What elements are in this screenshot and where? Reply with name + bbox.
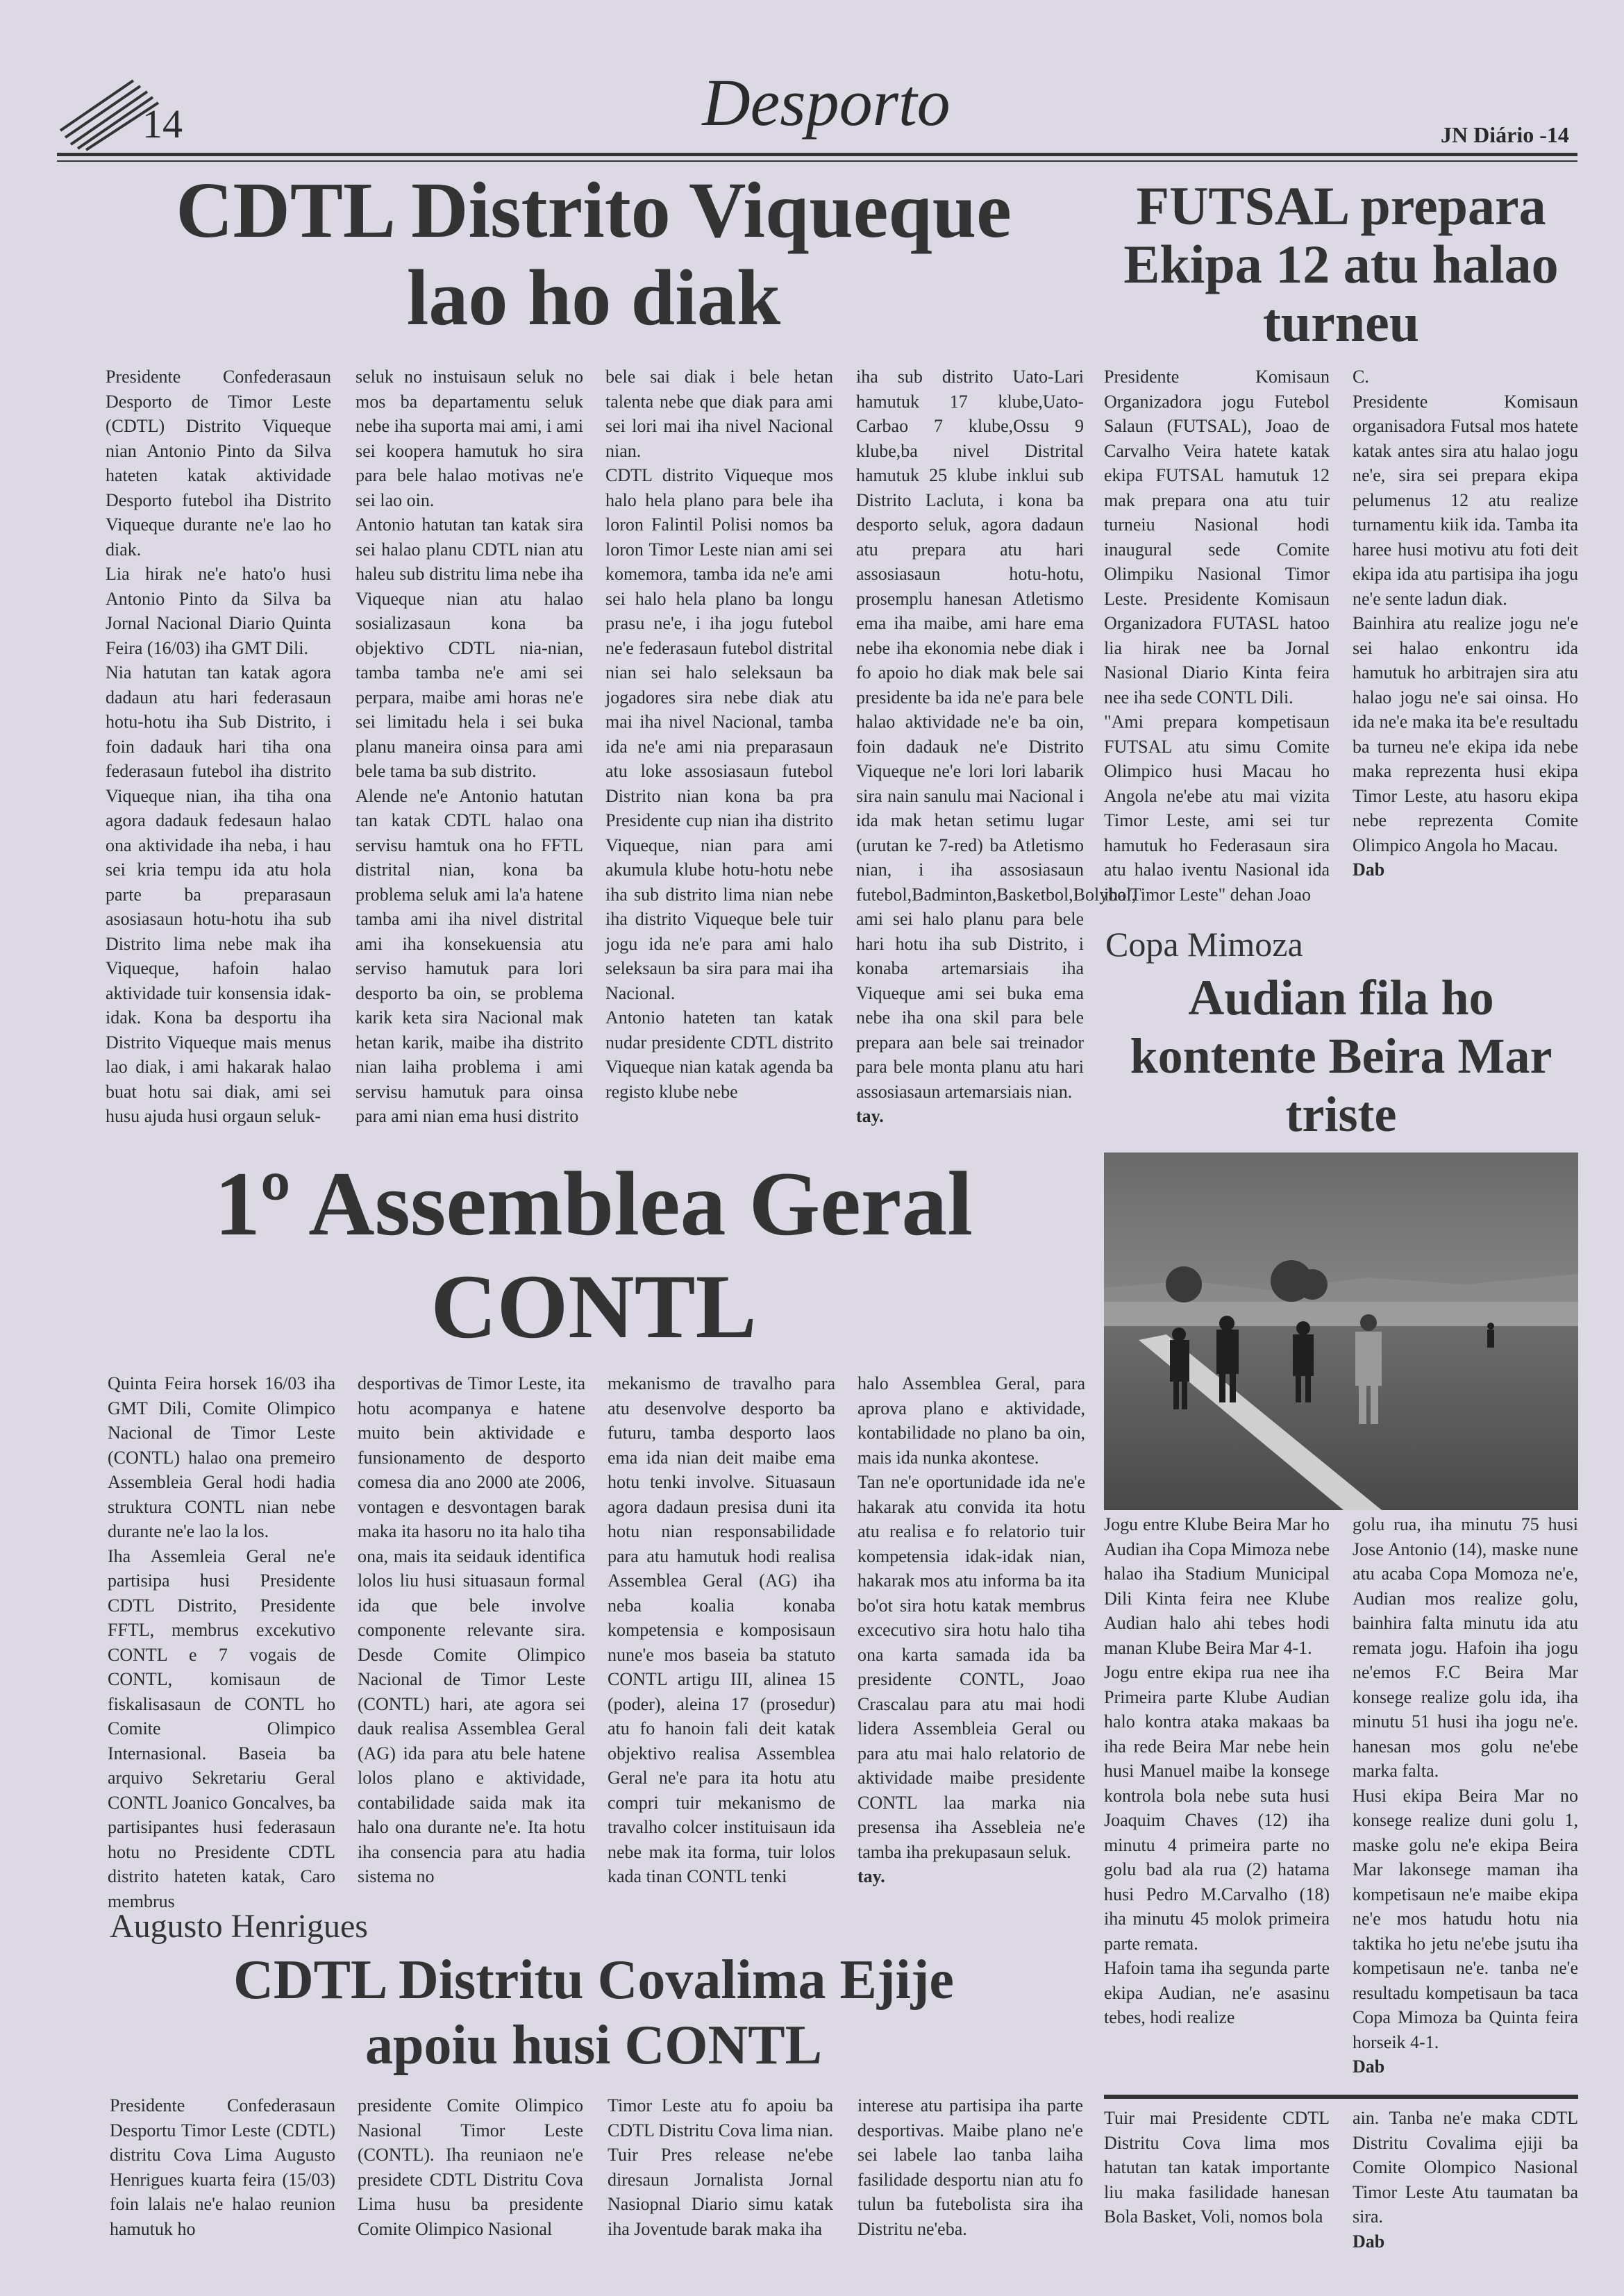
article2-headline: FUTSAL prepara Ekipa 12 atu halao turneu xyxy=(1123,176,1559,353)
article4-headline: 1º Assemblea Geral CONTL xyxy=(214,1153,973,1357)
column-paragraph: mekanismo de travalho para atu desenvolve desporto ba futuru, tamba desporto laos ema ida nian deit maibe ema hotu tenki involve. Situasaun agora dadaun presisa duni ita hotu nian responsabilidade para atu hamutuk hodi realisa Assemblea Geral (AG) iha neba koalia konaba kompetensia e komposisaun nune'e mos baseia ba statuto CONTL artigu III, alinea 15 (poder), aleina 17 (prosedur) atu fo hanoin fali deit katak objektivo realisa Assemblea Geral ne'e para ita hotu atu compri tuir mekanismo de travalho colcer instituisaun ida nebe mak ita forma, tuir lolos kada tinan CONTL tenki xyxy=(608,1373,835,1886)
article5-col-3 xyxy=(608,2093,833,2239)
column-paragraph: Tuir mai Presidente CDTL Distritu Cova lima mos hatutan tan katak importante liu maka fasilidade hanesan Bola Basket, Voli, nomos bola xyxy=(1104,2108,1330,2227)
column-paragraph: iha sub distrito Uato-Lari hamutuk 17 klube,Uato-Carbao 7 klube,Ossu 9 klube,ba nivel Distrital hamutuk 25 klube inklui sub Distrito Lacluta, i kona ba desporto seluk, agora dadaun atu prepara atu hari assosiasaun hotu-hotu, prosemplu hanesan Atletismo ema iha maibe, ami hare ema nebe iha ekonomia nebe diak i fo apoio ho diak mak bele sai presidente ba ida ne'e para bele halao aktividade ne'e ba oin, foin dadauk ne'e Distrito Viqueque ne'e lori lori labarik sira nain sanulu mai Nacional i ida mak hetan setimu lugar (urutan ke 7-red) ba Atletismo nian, i iha assosiasaun futebol,Badminton,Basketbol,Bolybol, ami sei halo planu para bele hari hotu iha sub Distrito, i konaba artemarsiais iha Viqueque ami sei buka ema nebe iha ona skil para bele prepara aan bele sai treinador para bele monta planu atu hari assosiasaun artemarsiais nian. xyxy=(856,367,1136,1102)
article2-col-2 xyxy=(1353,364,1578,927)
column-paragraph: Husi ekipa Beira Mar no konsege realize duni golu 1, maske golu ne'e ekipa Beira Mar lakonsege maman iha kompetisaun ne'e maibe ekipa ne'e mos hatudu hotu nia taktika ho jetu ne'ebe jsutu iha kompetisaun ne'e. tanba ne'e resultadu kompetisaun ba taca Copa Mimoza ba Quinta feira horseik 4-1. xyxy=(1353,1785,1578,2052)
column-paragraph: Jogu entre ekipa rua nee iha Primeira parte Klube Audian halo kontra ataka makaas ba iha rede Beira Mar nebe hein husi Manuel maibe la konsege kontrola bola nebe suta husi Joaquim Chaves (12) iha minutu 4 primeira parte no golu bad ala rua (2) hatama husi Pedro M.Carvalho (18) iha minutu 45 molok primeira parte remata. xyxy=(1104,1662,1330,1954)
article5-col-2 xyxy=(358,2093,583,2239)
column-paragraph: Presidente Confederasaun Desporto de Timor Leste (CDTL) Distrito Viqueque nian Antonio Pinto da Silva hateten katak aktividade Desporto futebol iha Distrito Viqueque durante ne'e lao ho diak. xyxy=(106,367,331,560)
page-number: 14 xyxy=(142,101,183,146)
column-paragraph: Tan ne'e oportunidade ida ne'e hakarak atu convida ita hotu atu realisa e fo relatorio tuir kompetensia idak-idak nian, hakarak mos atu informa ba ita bo'ot sira hotu katak membrus excecutivo sira hotu halo tiha ona karta samada ida ba presidente CONTL, Joao Crascalau para atu mai hodi lidera Assembleia Geral ou para atu mai halo relatorio de aktividade maibe presidente CONTL laa marka nia presensa iha Assebleia ne'e tamba iha prekupasaun seluk. xyxy=(857,1472,1085,1862)
article3-kicker: Copa Mimoza xyxy=(1105,925,1303,964)
column-paragraph: bele sai diak i bele hetan talenta nebe que diak para ami sei lori mai iha nivel Nacional nian. xyxy=(605,367,833,461)
article1-col-4 xyxy=(856,364,1136,1149)
article5-col-6 xyxy=(1353,2106,1578,2252)
column-paragraph: Dab xyxy=(1353,860,1385,880)
article5-col-4 xyxy=(857,2093,1083,2239)
article1-col-3 xyxy=(605,364,833,1149)
section-title: Desporto xyxy=(702,65,951,140)
column-paragraph: seluk no instuisaun seluk no mos ba departamentu seluk nebe iha suporta mai ami, i ami sei koopera hamutuk ho sira para bele halao motivas ne'e sei lao oin. xyxy=(355,367,583,510)
header-rule-thin xyxy=(57,160,1577,162)
column-paragraph: Quinta Feira horsek 16/03 iha GMT Dili, Comite Olimpico Nacional de Timor Leste (CONTL) halao ona premeiro Assembleia Geral hodi hadia struktura CONTL nian nebe durante ne'e lao la los. xyxy=(108,1373,335,1541)
column-paragraph: Antonio hateten tan katak nudar presidente CDTL distrito Viqueque nian katak agenda ba registo klube nebe xyxy=(605,1007,833,1102)
column-paragraph: C. xyxy=(1353,367,1369,387)
article1-col-2 xyxy=(355,364,583,1149)
column-paragraph: tay. xyxy=(856,1106,884,1126)
column-paragraph: Nia hatutan tan katak agora dadaun atu hari federasaun hotu-hotu iha Sub Distrito, i foin dadauk hari tiha ona federasaun futebol iha distrito Viqueque nian, iha tiha ona agora dadauk fedesaun halao ona aktividade iha neba, i hau sei kria tempu ida atu hola parte ba preparasaun asosiasaun hotu-hotu iha sub Distrito lima nebe mak iha Viqueque, hafoin halao aktividade tuir konsensia idak-idak. Kona ba desportu iha Distrito Viqueque mais menus lao diak, i ami hakarak halao buat hotu sai diak, ami sei husu ajuda husi orgaun seluk- xyxy=(106,662,331,1126)
header-rule xyxy=(57,153,1577,156)
column-paragraph: Presidente Komisaun organisadora Futsal mos hatete katak antes sira atu halao jogu ne'e, sira sei prepara ekipa pelumenus 12 atu realize turnamentu kiik ida. Tamba ita haree husi motivu atu foti deit ekipa ida atu partisipa iha jogu ne'e sente ladun diak. xyxy=(1353,391,1578,609)
sidebar-divider-rule xyxy=(1104,2095,1578,2099)
column-paragraph: Presidente Confederasaun Desportu Timor Leste (CDTL) distritu Cova Lima Augusto Henrigues kuarta feira (15/03) foin lalais ne'e halao reunion hamutuk ho xyxy=(110,2095,335,2239)
column-paragraph: interese atu partisipa iha parte desportivas. Maibe plano ne'e sei labele lao tanba laiha fasilidade desportu nian atu fo tulun ba futebolista sira iha Distritu ne'eba. xyxy=(857,2095,1083,2239)
column-paragraph: Timor Leste atu fo apoiu ba CDTL Distritu Cova lima nian. Tuir Pres release ne'ebe diresaun Jornalista Jornal Nasiopnal Diario simu katak iha Joventude barak maka iha xyxy=(608,2095,833,2239)
football-match-photo xyxy=(1104,1153,1578,1510)
column-paragraph: Alende ne'e Antonio hatutan tan katak CDTL halao ona servisu hamtuk ona ho FFTL distrital nian, kona ba problema seluk ami la'a hatene tamba ami iha nivel distrital ami iha konsekuensia atu serviso hamutuk para lori desporto ba oin, se problema karik keta sira Nacional mak hetan karik, maibe iha distrito nian laiha problema i ami servisu hamutuk para oinsa para ami nian ema husi distrito xyxy=(355,785,583,1126)
article5-kicker: Augusto Henrigues xyxy=(110,1908,368,1945)
column-paragraph: Hafoin tama iha segunda parte ekipa Audian, ne'e asasinu tebes, hodi realize xyxy=(1104,1958,1330,2027)
article4-col-1 xyxy=(108,1371,335,1911)
column-paragraph: "Ami prepara kompetisaun FUTSAL atu simu Comite Olimpico husi Macau ho Angola ne'ebe atu mai vizita Timor Leste, ami sei tur hamutuk ho Federasaun sira atu halao iventu Nasional ida iha Timor Leste" dehan Joao xyxy=(1104,712,1330,905)
article2-col-1 xyxy=(1104,364,1330,927)
column-paragraph: golu rua, iha minutu 75 husi Jose Antonio (14), maske nune atu acaba Copa Momoza ne'e, Audian mos realize golu, bainhira falta minutu ida atu remata jogu. Hafoin iha jogu ne'emos F.C Beira Mar konsege realize golu ida, iha minutu 51 husi iha jogu ne'e. hanesan mos golu ne'ebe marka falta. xyxy=(1353,1514,1578,1781)
column-paragraph: presidente Comite Olimpico Nasional Timor Leste (CONTL). Iha reuniaon ne'e presidete CDTL Distritu Cova Lima husu ba presidente Comite Olimpico Nasional xyxy=(358,2095,583,2239)
column-paragraph: CDTL distrito Viqueque mos halo hela plano para bele iha loron Falintil Polisi nomos ba loron Timor Leste nian ami sei komemora, tamba ida ne'e ami sei halo hela plano ba longu prasu ne'e, i iha jogu futebol ne'e federasaun futebol distrital nian sei halo seleksaun ba jogadores sira nebe diak atu mai iha nivel Nacional, tamba ida ne'e ami nia preparasaun atu loke assosiasaun futebol Distrito nian kona ba pra Presidente cup nian iha distrito Viqueque, nian para ami akumula klube hotu-hotu nebe iha sub distrito lima nian nebe iha distrito Viqueque bele tuir jogu ida ne'e para ami halo seleksaun ba sira para mai iha Nacional. xyxy=(605,465,833,1003)
running-head: JN Diário -14 xyxy=(1441,122,1569,147)
article1-headline: CDTL Distrito Viqueque lao ho diak xyxy=(176,166,1012,342)
article5-col-5 xyxy=(1104,2106,1330,2227)
article5-col-1 xyxy=(110,2093,335,2239)
column-paragraph: Bainhira atu realize jogu ne'e sei halao enkontru ida hamutuk ho arbitrajen sira atu halao jogu ne'e sai oinsa. Ho ida ne'e maka ita be'e resultadu ba turneu ne'e ekipa ida nebe maka reprezenta husi ekipa Timor Leste, atu hasoru ekipa nebe reprezenta Comite Olimpico Angola ho Macau. xyxy=(1353,613,1578,855)
column-paragraph: ain. Tanba ne'e maka CDTL Distritu Covalima ejiji ba Comite Olompico Nasional Timor Leste Atu taumatan ba sira. xyxy=(1353,2108,1578,2227)
column-paragraph: desportivas de Timor Leste, ita hotu acompanya e hatene muito bein aktividade e funsionamento de desporto comesa dia ano 2000 ate 2006, vontagen e desvontagen barak maka ita hasoru no ita halo tiha ona, mais ita seidauk identifica lolos liu husi situasaun formal ida que bele involve componente relevante sira. Desde Comite Olimpico Nacional de Timor Leste (CONTL) hari, ate agora sei dauk realisa Assemblea Geral (AG) ida para atu bele hatene lolos plano e aktividade, contabilidade saida mak ita halo ona durante ne'e. Ita hotu iha consencia para atu hadia sistema no xyxy=(358,1373,585,1886)
column-paragraph: Dab xyxy=(1353,2231,1385,2252)
article5-headline: CDTL Distritu Covalima Ejije apoiu husi CONTL xyxy=(233,1950,954,2076)
column-paragraph: tay. xyxy=(857,1866,885,1886)
column-paragraph: Antonio hatutan tan katak sira sei halao planu CDTL nian atu haleu sub distritu lima nebe iha Viqueque nian atu halao sosializasaun kona ba objektivo CDTL nia-nian, tamba tamba ne'e ami sei perpara, maibe ami horas ne'e sei limitadu hela i sei buka planu maneira oinsa para ami bele tama ba sub distrito. xyxy=(355,514,583,781)
column-paragraph: halo Assemblea Geral, para aprova plano e aktividade, kontabilidade no plano ba oin, mais ida nunka akontese. xyxy=(857,1373,1085,1468)
article3-col-2 xyxy=(1353,1512,1578,2085)
column-paragraph: Presidente Komisaun Organizadora jogu Futebol Salaun (FUTSAL), Joao de Carvalho Veira hatete katak ekipa FUTSAL hamutuk 12 mak prepara ona atu tuir turneiu Nasional hodi inaugural sede Comite Olimpiku Nasional Timor Leste. Presidente Komisaun Organizadora FUTASL hatoo lia hirak nee ba Jornal Nasional Diario Kinta feira nee iha sede CONTL Dili. xyxy=(1104,367,1330,707)
article1-col-1 xyxy=(106,364,331,1149)
column-paragraph: Jogu entre Klube Beira Mar ho Audian iha Copa Mimoza nebe halao iha Stadium Municipal Dili Kinta feira nee Klube Audian halo ahi tebes hodi manan Klube Beira Mar 4-1. xyxy=(1104,1514,1330,1658)
article3-col-1 xyxy=(1104,1512,1330,2085)
column-paragraph: Lia hirak ne'e hato'o husi Antonio Pinto da Silva ba Jornal Nacional Diario Quinta Feira (16/03) iha GMT Dili. xyxy=(106,564,331,658)
article3-headline: Audian fila ho kontente Beira Mar triste xyxy=(1130,970,1552,1142)
article4-col-4 xyxy=(857,1371,1085,1899)
column-paragraph: Dab xyxy=(1353,2056,1385,2077)
column-paragraph: Iha Assemleia Geral ne'e partisipa husi Presidente CDTL Distrito, Presidente FFTL, membrus excekutivo CONTL e 7 vogais de CONTL, komisaun de fiskalisasaun de CONTL ho Comite Olimpico Internasional. Baseia ba arquivo Sekretariu Geral CONTL Joanico Goncalves, ba partisipantes husi federasaun hotu no Presidente CDTL distrito hateten katak, Caro membrus xyxy=(108,1545,335,1911)
article4-col-3 xyxy=(608,1371,835,1899)
article4-col-2 xyxy=(358,1371,585,1899)
